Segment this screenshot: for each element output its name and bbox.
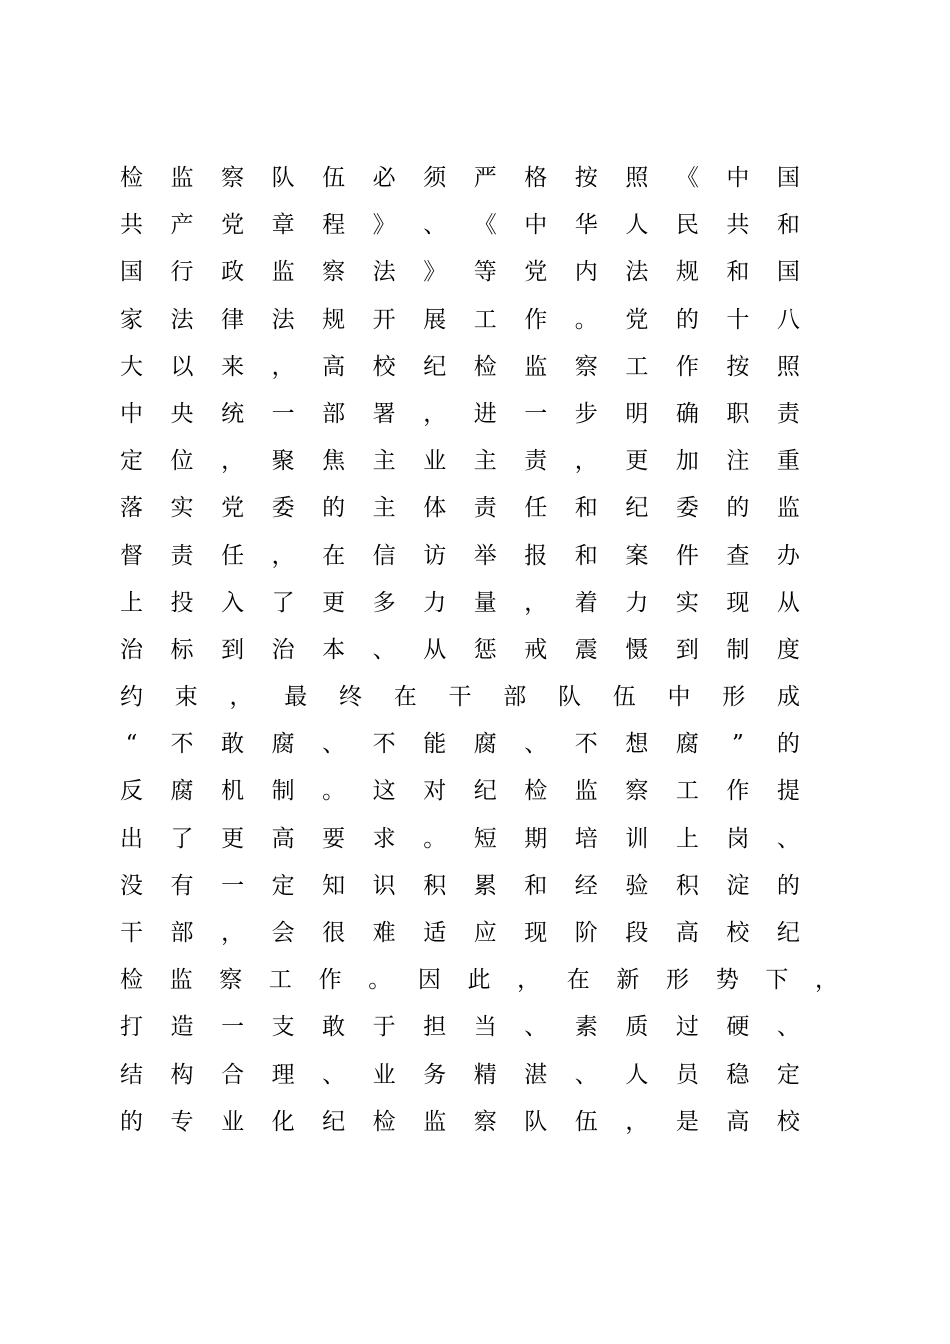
body-text (120, 163, 838, 1154)
text-line: 出 了 更 高 要 求 。 短 期 培 训 上 岗 、 (120, 825, 800, 852)
text-line: 共 产 党 章 程 》 、 《 中 华 人 民 共 和 (120, 212, 800, 239)
text-line: 没 有 一 定 知 识 积 累 和 经 验 积 淀 的 (120, 872, 800, 899)
text-line: 检 监 察 工 作 。 因 此 ， 在 新 形 势 下 ， (120, 967, 838, 994)
text-line: 的 专 业 化 纪 检 监 察 队 伍 ， 是 高 校 (120, 1108, 800, 1135)
text-line: 国 行 政 监 察 法 》 等 党 内 法 规 和 国 (120, 259, 800, 286)
text-line: 家 法 律 法 规 开 展 工 作 。 党 的 十 八 (120, 306, 800, 333)
text-line: 检 监 察 队 伍 必 须 严 格 按 照 《 中 国 (120, 165, 800, 191)
text-line: 结 构 合 理 、 业 务 精 湛 、 人 员 稳 定 (120, 1061, 800, 1088)
text-line: 反 腐 机 制 。 这 对 纪 检 监 察 工 作 提 (120, 778, 800, 805)
text-line: 治 标 到 治 本 、 从 惩 戒 震 慑 到 制 度 (120, 636, 800, 663)
text-line: 打 造 一 支 敢 于 担 当 、 素 质 过 硬 、 (120, 1014, 800, 1041)
text-line: 中 央 统 一 部 署 ， 进 一 步 明 确 职 责 (120, 400, 800, 427)
text-line: “ 不 敢 腐 、 不 能 腐 、 不 想 腐 ” 的 (125, 731, 800, 758)
text-line: 督 责 任 ， 在 信 访 举 报 和 案 件 查 办 (120, 542, 800, 569)
text-line: 干 部 ， 会 很 难 适 应 现 阶 段 高 校 纪 (120, 920, 800, 946)
text-line: 上 投 入 了 更 多 力 量 ， 着 力 实 现 从 (120, 589, 800, 616)
text-line: 约 束 ， 最 终 在 干 部 队 伍 中 形 成 (120, 684, 800, 711)
text-line: 落 实 党 委 的 主 体 责 任 和 纪 委 的 监 (120, 495, 800, 522)
text-line: 大 以 来 ， 高 校 纪 检 监 察 工 作 按 照 (120, 353, 800, 380)
text-line: 定 位 ， 聚 焦 主 业 主 责 ， 更 加 注 重 (120, 448, 800, 475)
